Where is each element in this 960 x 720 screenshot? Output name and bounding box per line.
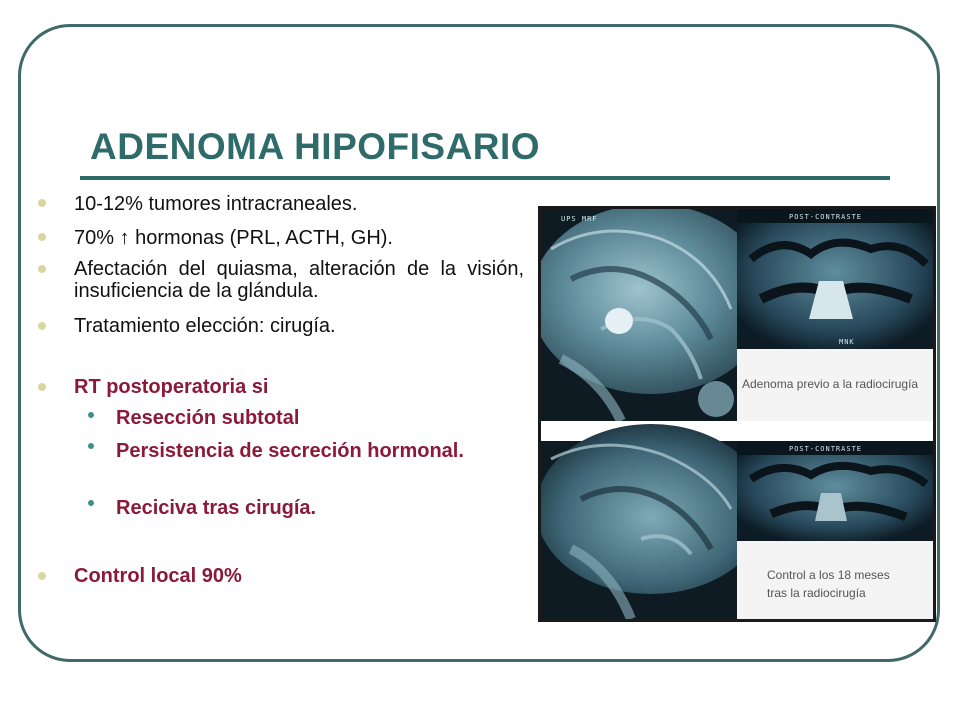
caption-bottom-line2: tras la radiocirugía bbox=[767, 586, 866, 600]
bullet-marker bbox=[38, 199, 46, 207]
scan-label-top: POST-CONTRASTE bbox=[789, 213, 863, 221]
bullet-item-rt: RT postoperatoria si bbox=[74, 376, 269, 398]
scan-label-bottom: POST-CONTRASTE bbox=[789, 445, 863, 453]
scan-footer-text: MNK bbox=[839, 338, 855, 346]
coronal-scan-before bbox=[737, 209, 933, 349]
sub-bullet-marker bbox=[88, 412, 94, 418]
bullet-item: Tratamiento elección: cirugía. bbox=[74, 315, 336, 337]
sub-bullet-marker bbox=[88, 500, 94, 506]
bullet-marker bbox=[38, 322, 46, 330]
sub-bullet-item: Reciciva tras cirugía. bbox=[116, 497, 317, 519]
sagittal-scan-after bbox=[541, 424, 766, 619]
mri-scans-graphic bbox=[541, 209, 933, 619]
bullet-marker bbox=[38, 233, 46, 241]
caption-bottom-line1: Control a los 18 meses bbox=[767, 568, 890, 582]
sub-bullet-item: Persistencia de secreción hormonal. bbox=[116, 440, 464, 462]
scan-header-text: UPS MRF bbox=[561, 215, 598, 223]
caption-top: Adenoma previo a la radiocirugía bbox=[742, 377, 919, 391]
bullet-item: 70% ↑ hormonas (PRL, ACTH, GH). bbox=[74, 227, 393, 249]
bullet-marker bbox=[38, 383, 46, 391]
slide-title: ADENOMA HIPOFISARIO bbox=[90, 126, 541, 167]
mri-composite-image bbox=[538, 206, 936, 622]
bullet-marker bbox=[38, 265, 46, 273]
sub-bullet-marker bbox=[88, 443, 94, 449]
bullet-item: 10-12% tumores intracraneales. bbox=[74, 193, 358, 215]
bullet-item-control: Control local 90% bbox=[74, 565, 242, 587]
coronal-scan-after bbox=[737, 441, 933, 541]
sub-bullet-item: Resección subtotal bbox=[116, 407, 300, 429]
sagittal-scan-before bbox=[541, 209, 771, 421]
bullet-item: Afectación del quiasma, alteración de la visión, insuficiencia de la glándula. bbox=[74, 258, 524, 302]
bullet-marker bbox=[38, 572, 46, 580]
